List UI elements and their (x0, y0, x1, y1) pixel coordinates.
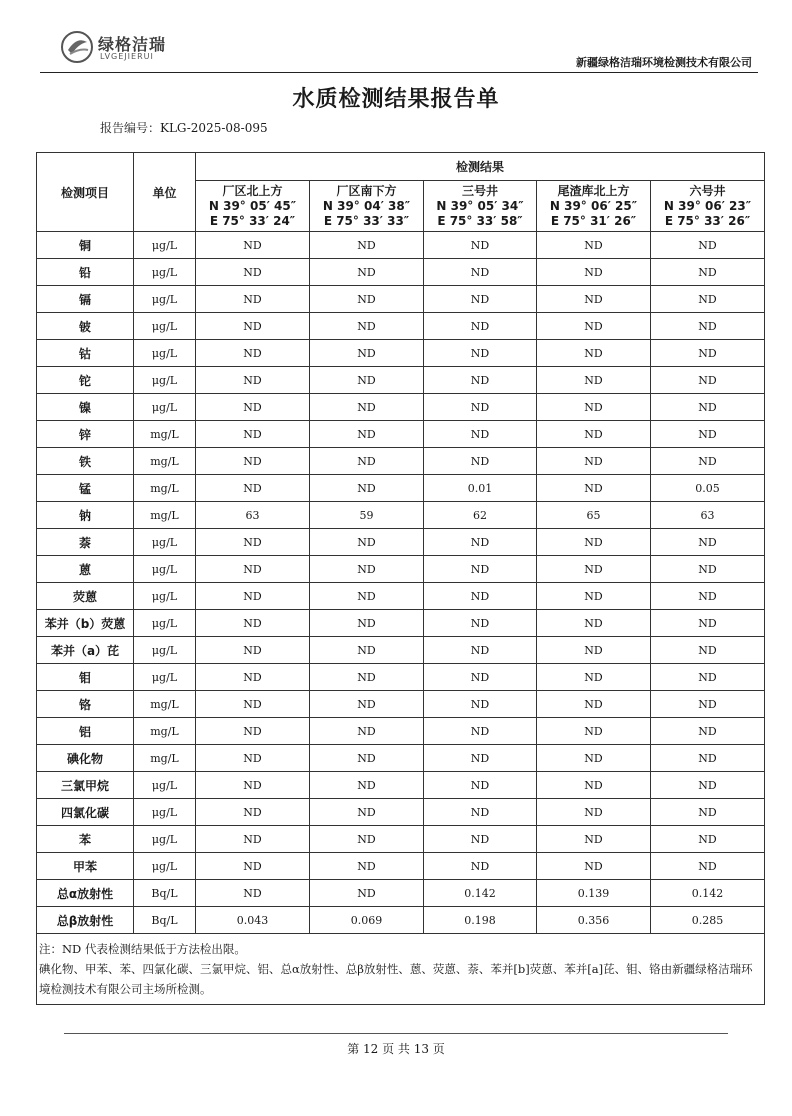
value-cell: ND (424, 826, 537, 853)
value-cell: ND (424, 637, 537, 664)
value-cell: ND (310, 313, 424, 340)
value-cell: ND (424, 718, 537, 745)
value-cell: ND (537, 529, 651, 556)
value-cell: ND (537, 556, 651, 583)
value-cell: ND (310, 880, 424, 907)
location-coordinate: E 75° 31′ 26″ (550, 213, 637, 228)
table-row (37, 529, 765, 556)
item-cell: 铜 (37, 232, 134, 259)
table-row (37, 664, 765, 691)
location-name: 厂区北上方 (222, 183, 283, 198)
table-row (37, 610, 765, 637)
item-cell: 铝 (37, 718, 134, 745)
unit-cell: μg/L (134, 529, 196, 556)
value-cell: ND (424, 394, 537, 421)
value-cell: ND (651, 313, 765, 340)
note-cell (37, 934, 765, 1005)
value-cell: ND (537, 286, 651, 313)
value-cell: ND (310, 610, 424, 637)
value-cell: ND (310, 556, 424, 583)
results-table (36, 152, 765, 1005)
item-cell: 铅 (37, 259, 134, 286)
unit-cell: μg/L (134, 853, 196, 880)
value-cell: 59 (310, 502, 424, 529)
value-cell: ND (196, 880, 310, 907)
table-row (37, 583, 765, 610)
value-cell: ND (651, 367, 765, 394)
report-number: 报告编号：KLG-2025-08-095 (100, 121, 268, 135)
value-cell: ND (537, 664, 651, 691)
value-cell: ND (196, 637, 310, 664)
value-cell: ND (310, 394, 424, 421)
company-name: 新疆绿格洁瑞环境检测技术有限公司 (576, 56, 752, 69)
value-cell: ND (310, 745, 424, 772)
value-cell: 0.05 (651, 475, 765, 502)
value-cell: ND (196, 394, 310, 421)
location-name: 六号井 (689, 183, 726, 198)
unit-cell: μg/L (134, 394, 196, 421)
value-cell: ND (651, 853, 765, 880)
unit-cell: μg/L (134, 313, 196, 340)
unit-cell: μg/L (134, 772, 196, 799)
unit-cell: mg/L (134, 691, 196, 718)
value-cell: ND (196, 421, 310, 448)
value-cell: ND (537, 799, 651, 826)
value-cell: 0.285 (651, 907, 765, 934)
location-header (196, 181, 310, 232)
value-cell: ND (537, 475, 651, 502)
unit-cell: μg/L (134, 610, 196, 637)
value-cell: ND (424, 691, 537, 718)
table-row (37, 691, 765, 718)
location-coordinate: N 39° 04′ 38″ (322, 198, 411, 213)
value-cell: ND (424, 772, 537, 799)
value-cell: ND (310, 583, 424, 610)
value-cell: ND (537, 448, 651, 475)
value-cell: ND (424, 313, 537, 340)
value-cell: ND (537, 421, 651, 448)
value-cell: ND (651, 772, 765, 799)
value-cell: ND (196, 259, 310, 286)
item-cell: 锌 (37, 421, 134, 448)
value-cell: ND (424, 583, 537, 610)
unit-cell: μg/L (134, 664, 196, 691)
location-coordinate: N 39° 06′ 23″ (663, 198, 752, 213)
value-cell: ND (424, 421, 537, 448)
unit-cell: μg/L (134, 232, 196, 259)
value-cell: ND (651, 691, 765, 718)
value-cell: ND (537, 583, 651, 610)
item-cell: 蒽 (37, 556, 134, 583)
item-cell: 总β放射性 (37, 907, 134, 934)
value-cell: ND (424, 664, 537, 691)
header-divider (40, 72, 758, 73)
value-cell: ND (424, 529, 537, 556)
value-cell: ND (651, 826, 765, 853)
location-coordinate: E 75° 33′ 58″ (437, 213, 523, 228)
value-cell: 0.01 (424, 475, 537, 502)
value-cell: ND (196, 232, 310, 259)
table-row (37, 232, 765, 259)
table-row (37, 637, 765, 664)
unit-cell: μg/L (134, 799, 196, 826)
unit-cell: mg/L (134, 475, 196, 502)
value-cell: ND (424, 259, 537, 286)
value-cell: ND (196, 475, 310, 502)
location-header (651, 181, 765, 232)
location-header (537, 181, 651, 232)
location-coordinate: N 39° 05′ 34″ (436, 198, 524, 213)
value-cell: ND (651, 421, 765, 448)
value-cell: ND (196, 772, 310, 799)
value-cell: ND (310, 421, 424, 448)
value-cell: 65 (537, 502, 651, 529)
value-cell: ND (537, 340, 651, 367)
location-header (310, 181, 424, 232)
unit-cell: μg/L (134, 637, 196, 664)
value-cell: ND (651, 745, 765, 772)
table-row (37, 880, 765, 907)
unit-cell: μg/L (134, 583, 196, 610)
table-row (37, 907, 765, 934)
value-cell: ND (310, 448, 424, 475)
value-cell: ND (424, 232, 537, 259)
value-cell: ND (310, 799, 424, 826)
value-cell: ND (310, 853, 424, 880)
value-cell: 0.069 (310, 907, 424, 934)
value-cell: ND (424, 610, 537, 637)
table-row (37, 799, 765, 826)
table-row (37, 313, 765, 340)
item-cell: 苯 (37, 826, 134, 853)
table-row (37, 394, 765, 421)
value-cell: ND (310, 826, 424, 853)
location-coordinate: N 39° 05′ 45″ (208, 198, 297, 213)
value-cell: ND (537, 313, 651, 340)
value-cell: ND (196, 340, 310, 367)
value-cell: ND (424, 799, 537, 826)
header-unit: 单位 (134, 153, 196, 232)
logo-text: 绿格洁瑞 (98, 35, 167, 54)
item-cell: 镍 (37, 394, 134, 421)
unit-cell: mg/L (134, 448, 196, 475)
item-cell: 三氯甲烷 (37, 772, 134, 799)
value-cell: ND (651, 799, 765, 826)
value-cell: 0.356 (537, 907, 651, 934)
value-cell: ND (196, 367, 310, 394)
value-cell: 62 (424, 502, 537, 529)
value-cell: ND (310, 259, 424, 286)
unit-cell: μg/L (134, 367, 196, 394)
table-row (37, 853, 765, 880)
value-cell: 0.043 (196, 907, 310, 934)
item-cell: 铁 (37, 448, 134, 475)
value-cell: ND (424, 853, 537, 880)
item-cell: 总α放射性 (37, 880, 134, 907)
page-header (40, 28, 758, 74)
note-row (37, 934, 765, 1005)
table-row (37, 421, 765, 448)
value-cell: ND (537, 232, 651, 259)
table-row (37, 718, 765, 745)
unit-cell: mg/L (134, 502, 196, 529)
table-row (37, 556, 765, 583)
value-cell: ND (537, 637, 651, 664)
value-cell: ND (651, 259, 765, 286)
item-cell: 钠 (37, 502, 134, 529)
item-cell: 锰 (37, 475, 134, 502)
value-cell: ND (424, 556, 537, 583)
location-name: 尾渣库北上方 (557, 183, 630, 198)
unit-cell: μg/L (134, 340, 196, 367)
value-cell: ND (310, 232, 424, 259)
location-name: 三号井 (461, 183, 498, 198)
value-cell: ND (651, 664, 765, 691)
item-cell: 苯并（a）芘 (37, 637, 134, 664)
table-row (37, 745, 765, 772)
item-cell: 钼 (37, 664, 134, 691)
item-cell: 萘 (37, 529, 134, 556)
logo-emblem-icon (60, 30, 94, 64)
location-name: 厂区南下方 (336, 183, 397, 198)
location-coordinate: E 75° 33′ 26″ (664, 213, 751, 228)
value-cell: ND (196, 313, 310, 340)
page-number: 第 12 页 共 13 页 (347, 1042, 445, 1056)
item-cell: 四氯化碳 (37, 799, 134, 826)
item-cell: 碘化物 (37, 745, 134, 772)
value-cell: ND (651, 718, 765, 745)
value-cell: ND (424, 340, 537, 367)
value-cell: ND (310, 772, 424, 799)
value-cell: ND (310, 637, 424, 664)
note-text: 注：ND 代表检测结果低于方法检出限。 (39, 942, 246, 956)
value-cell: ND (196, 745, 310, 772)
value-cell: ND (651, 583, 765, 610)
location-coordinate: E 75° 33′ 24″ (209, 213, 296, 228)
unit-cell: μg/L (134, 259, 196, 286)
unit-cell: mg/L (134, 421, 196, 448)
location-coordinate: E 75° 33′ 33″ (323, 213, 410, 228)
table-row (37, 448, 765, 475)
table-row (37, 772, 765, 799)
item-cell: 镉 (37, 286, 134, 313)
unit-cell: μg/L (134, 556, 196, 583)
unit-cell: μg/L (134, 826, 196, 853)
value-cell: ND (651, 394, 765, 421)
value-cell: ND (537, 394, 651, 421)
item-cell: 铬 (37, 691, 134, 718)
value-cell: ND (310, 475, 424, 502)
page-title: 水质检测结果报告单 (292, 87, 500, 112)
value-cell: 63 (651, 502, 765, 529)
value-cell: 0.142 (651, 880, 765, 907)
table-row (37, 502, 765, 529)
location-coordinate: N 39° 06′ 25″ (549, 198, 638, 213)
value-cell: ND (196, 664, 310, 691)
value-cell: ND (651, 610, 765, 637)
value-cell: ND (196, 583, 310, 610)
value-cell: ND (537, 826, 651, 853)
item-cell: 铍 (37, 313, 134, 340)
table-row (37, 367, 765, 394)
value-cell: ND (424, 286, 537, 313)
value-cell: ND (537, 367, 651, 394)
value-cell: ND (196, 610, 310, 637)
value-cell: ND (310, 718, 424, 745)
value-cell: ND (196, 556, 310, 583)
value-cell: ND (196, 853, 310, 880)
value-cell: ND (196, 691, 310, 718)
value-cell: 0.198 (424, 907, 537, 934)
value-cell: ND (424, 367, 537, 394)
company-logo (60, 30, 200, 70)
item-cell: 荧蒽 (37, 583, 134, 610)
item-cell: 铊 (37, 367, 134, 394)
value-cell: ND (651, 286, 765, 313)
header-results: 检测结果 (196, 153, 765, 181)
note-text: 碘化物、甲苯、苯、四氯化碳、三氯甲烷、铝、总α放射性、总β放射性、蒽、荧蒽、萘、苯并[b]荧蒽、苯并[a]芘、钼、铬由新疆绿格洁瑞环境检测技术有限公司主场所检测。 (39, 962, 753, 996)
value-cell: ND (310, 529, 424, 556)
value-cell: ND (310, 367, 424, 394)
value-cell: ND (310, 664, 424, 691)
value-cell: ND (310, 286, 424, 313)
unit-cell: Bq/L (134, 907, 196, 934)
value-cell: ND (651, 637, 765, 664)
location-header (424, 181, 537, 232)
value-cell: ND (196, 826, 310, 853)
footer-divider (64, 1033, 728, 1034)
value-cell: ND (196, 799, 310, 826)
value-cell: ND (310, 691, 424, 718)
value-cell: ND (537, 772, 651, 799)
value-cell: ND (537, 610, 651, 637)
value-cell: ND (196, 448, 310, 475)
value-cell: ND (651, 340, 765, 367)
logo-subtext: LVGEJIERUI (100, 52, 154, 61)
value-cell: 0.139 (537, 880, 651, 907)
table-row (37, 340, 765, 367)
table-row (37, 826, 765, 853)
value-cell: ND (537, 259, 651, 286)
table-row (37, 259, 765, 286)
unit-cell: mg/L (134, 745, 196, 772)
value-cell: 63 (196, 502, 310, 529)
unit-cell: μg/L (134, 286, 196, 313)
value-cell: ND (196, 529, 310, 556)
value-cell: ND (537, 853, 651, 880)
value-cell: ND (424, 448, 537, 475)
item-cell: 苯并（b）荧蒽 (37, 610, 134, 637)
header-item: 检测项目 (37, 153, 134, 232)
unit-cell: Bq/L (134, 880, 196, 907)
unit-cell: mg/L (134, 718, 196, 745)
value-cell: ND (537, 745, 651, 772)
value-cell: ND (651, 232, 765, 259)
value-cell: ND (651, 448, 765, 475)
value-cell: ND (651, 529, 765, 556)
value-cell: ND (310, 340, 424, 367)
value-cell: ND (651, 556, 765, 583)
item-cell: 甲苯 (37, 853, 134, 880)
item-cell: 钴 (37, 340, 134, 367)
value-cell: 0.142 (424, 880, 537, 907)
value-cell: ND (424, 745, 537, 772)
value-cell: ND (196, 286, 310, 313)
table-row (37, 475, 765, 502)
table-row (37, 286, 765, 313)
value-cell: ND (537, 691, 651, 718)
value-cell: ND (537, 718, 651, 745)
value-cell: ND (196, 718, 310, 745)
